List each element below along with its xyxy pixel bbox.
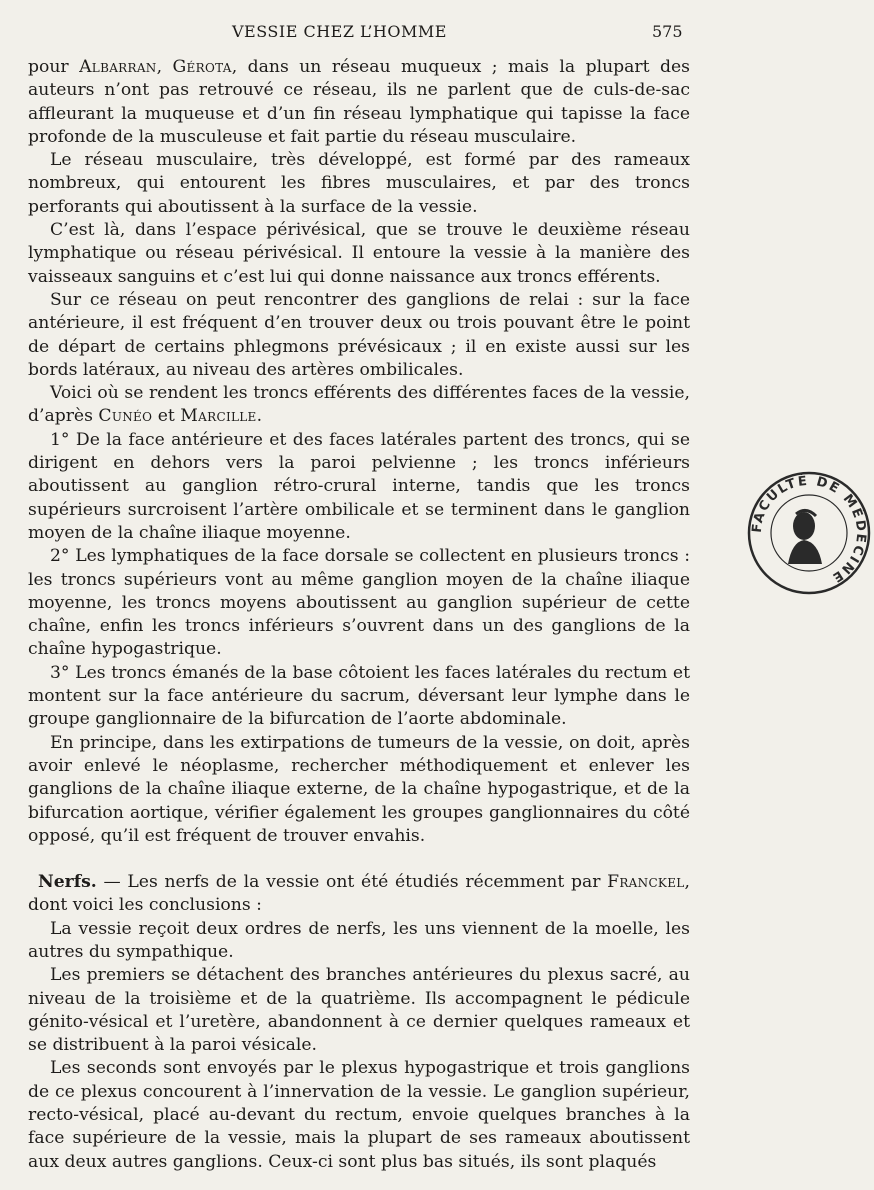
paragraph <box>28 219 690 289</box>
text-run: C’est là, dans l’espace périvésical, que se trouve le deuxième réseau lymphatique ou réseau périvésical. Il entoure la vessie à la manière des vaisseaux sanguins et c’est lui qui donne naissance aux troncs efférents. <box>28 220 690 287</box>
author-name: Gérota <box>172 57 232 77</box>
text-run: La vessie reçoit deux ordres de nerfs, les uns viennent de la moelle, les autres du sympathique. <box>28 918 690 962</box>
text-run: En principe, dans les extirpations de tumeurs de la vessie, on doit, après avoir enlevé le néoplasme, rechercher méthodiquement et enlever les ganglions de la chaîne iliaque externe, de la chaîne hypogastrique, et de la bifurcation aortique, vérifier également les groupes ganglionnaires du côté opposé, qu’il est fréquent de trouver envahis. <box>28 732 690 846</box>
paragraph <box>28 289 690 382</box>
running-title: VESSIE CHEZ L’HOMME <box>232 22 447 41</box>
text-run: — Les nerfs de la vessie ont été étudiés récemment par <box>96 872 608 893</box>
stamp-text: FACULTÉ DE MÉDECINE <box>749 473 869 586</box>
text-run: 1° De la face antérieure et des faces latérales partent des troncs, qui se dirigent en dehors vers la paroi pelvienne ; les troncs inférieurs aboutissent au ganglion rétro-crural interne, tandis que les troncs supérieurs surcroisent l’artère ombilicale et se terminent dans le ganglion moyen de la chaîne iliaque moyenne. <box>28 429 690 543</box>
author-name: Franckel <box>607 872 685 893</box>
text-run: , <box>156 57 173 77</box>
text-run: Voici où se rendent les troncs efférents des différentes faces de la vessie, d’après <box>28 383 690 427</box>
text-run: . <box>256 406 263 427</box>
paragraph <box>28 662 690 732</box>
text-run: et <box>152 406 181 427</box>
stamp-portrait-icon <box>788 510 822 564</box>
paragraph <box>28 871 690 918</box>
paragraph <box>28 429 690 545</box>
page-number: 575 <box>652 22 683 41</box>
paragraph <box>28 56 690 149</box>
library-stamp <box>744 468 874 598</box>
author-name: Albarran <box>79 57 157 77</box>
paragraph <box>28 964 690 1057</box>
paragraph <box>28 382 690 429</box>
text-run: , dont voici les conclusions : <box>28 872 690 916</box>
text-run: pour <box>28 57 80 77</box>
paragraph <box>28 545 690 661</box>
text-run: Sur ce réseau on peut rencontrer des ganglions de relai : sur la face antérieure, il est fréquent d’en trouver deux ou trois pouvant être le point de départ de certains phlegmons prévésicaux ; il en existe aussi sur les bords latéraux, au niveau des artères ombilicales. <box>28 289 690 380</box>
paragraph <box>28 918 690 965</box>
body-text <box>28 56 690 1174</box>
paragraph <box>28 732 690 848</box>
section-heading: Nerfs. <box>38 872 97 893</box>
text-run: Les seconds sont envoyés par le plexus hypogastrique et trois ganglions de ce plexus concourent à l’innervation de la vessie. Le ganglion supérieur, recto-vésical, placé au-devant du rectum, envoie quelques branches à la face supérieure de la vessie, mais la plupart de ses rameaux aboutissent aux deux autres ganglions. Ceux-ci sont plus bas situés, ils sont plaqués <box>28 1058 690 1172</box>
author-name: Cunéo <box>98 406 153 427</box>
text-run: , dans un réseau muqueux ; mais la plupart des auteurs n’ont pas retrouvé ce réseau, ils ne parlent que de culs-de-sac affleurant la muqueuse et d’un fin réseau lymphatique qui tapisse la face profonde de la musculeuse et fait partie du réseau musculaire. <box>28 57 690 147</box>
author-name: Marcille <box>180 406 257 427</box>
text-run: Les premiers se détachent des branches antérieures du plexus sacré, au niveau de la troisième et de la quatrième. Ils accompagnent le pédicule génito-vésical et l’uretère, abandonnent à ce dernier quelques rameaux et se distribuent à la paroi vésicale. <box>28 965 690 1056</box>
paragraph <box>28 149 690 219</box>
paragraph <box>28 1057 690 1173</box>
page-header <box>0 18 800 44</box>
text-run: 3° Les troncs émanés de la base côtoient les faces latérales du rectum et montent sur la face antérieure du sacrum, déversant leur lymphe dans le groupe ganglionnaire de la bifurcation de l’aorte abdominale. <box>28 662 690 730</box>
text-run: Le réseau musculaire, très développé, est formé par des rameaux nombreux, qui entourent les fibres musculaires, et par des troncs perforants qui aboutissent à la surface de la vessie. <box>28 150 690 217</box>
text-run: 2° Les lymphatiques de la face dorsale se collectent en plusieurs troncs : les troncs supérieurs vont au même ganglion moyen de la chaîne iliaque moyenne, les troncs moyens aboutissent au ganglion supérieur de cette chaîne, enfin les troncs inférieurs s’ouvrent dans un des ganglions de la chaîne hypogastrique. <box>28 546 690 660</box>
